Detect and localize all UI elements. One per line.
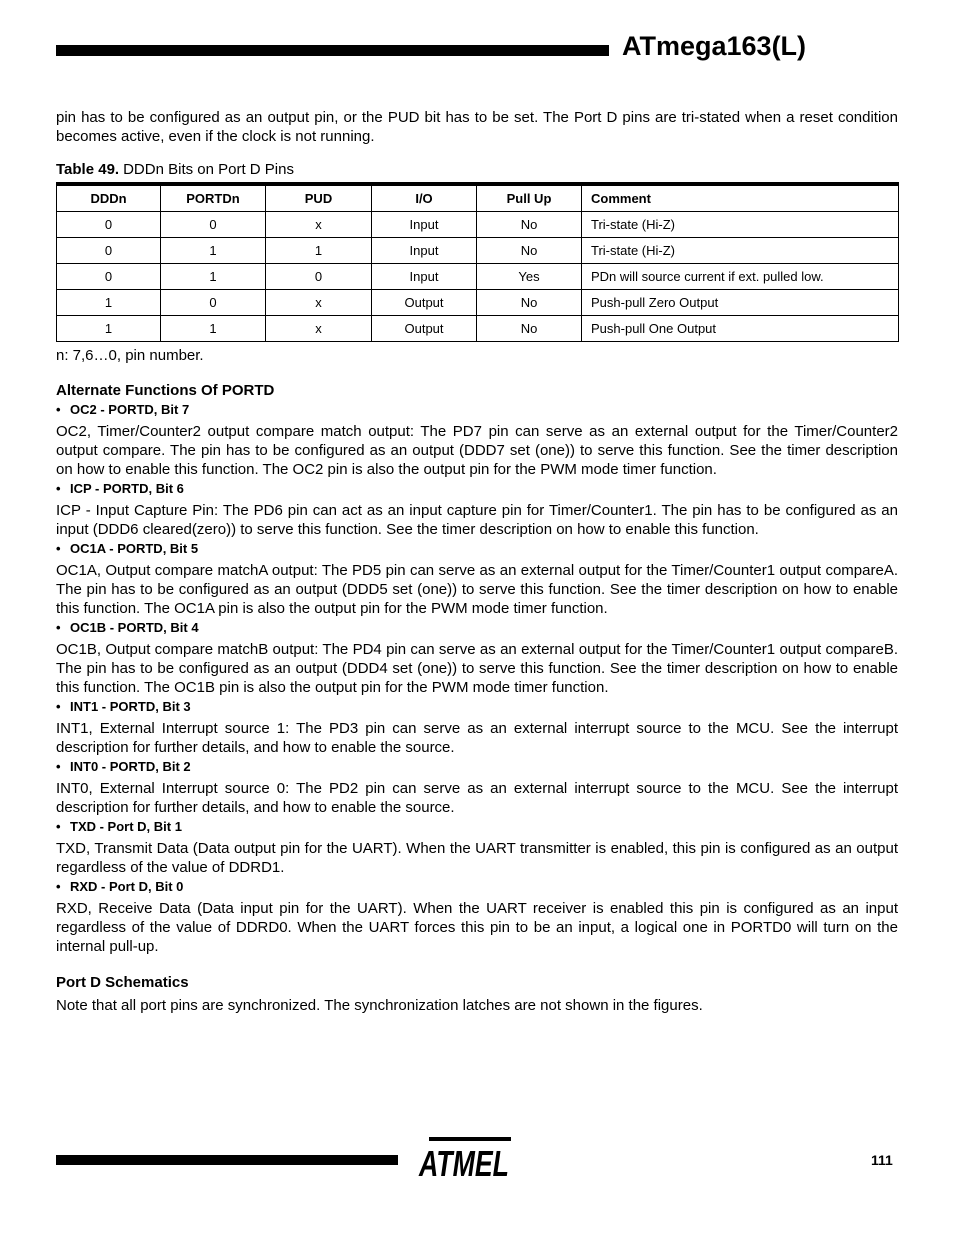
table-caption-text: DDDn Bits on Port D Pins: [123, 161, 294, 178]
bullet-label: OC1A - PORTD, Bit 5: [70, 541, 199, 556]
table-cell: Yes: [477, 264, 582, 290]
bullet-icon: •: [56, 402, 61, 417]
bullet-icon: •: [56, 819, 61, 834]
bullet-icon: •: [56, 541, 61, 556]
table-note: n: 7,6…0, pin number.: [56, 347, 204, 364]
bullet-label: OC1B - PORTD, Bit 4: [70, 620, 199, 635]
bullet-label: TXD - Port D, Bit 1: [70, 819, 182, 834]
header-cell: I/O: [372, 184, 477, 212]
table-cell: 1: [266, 238, 372, 264]
dddn-bits-table: [56, 182, 899, 342]
header-rule: [56, 45, 609, 56]
table-cell: 1: [161, 316, 266, 342]
table-cell: Push-pull Zero Output: [582, 290, 899, 316]
page-content: [56, 108, 898, 1015]
intro-paragraph: pin has to be configured as an output pin, or the PUD bit has to be set. The Port D pins are tri-stated when a reset condition becomes active, even if the clock is not running.: [56, 109, 898, 145]
bullet-icon: •: [56, 759, 61, 774]
table-cell: Tri-state (Hi-Z): [582, 238, 899, 264]
document-title: ATmega163(L): [622, 31, 807, 61]
alternate-functions-heading: Alternate Functions Of PORTD: [56, 382, 275, 399]
bullet-icon: •: [56, 879, 61, 894]
header-cell: Comment: [582, 184, 899, 212]
bullet-heading: [56, 480, 898, 498]
table-cell: Input: [372, 238, 477, 264]
table-cell: No: [477, 290, 582, 316]
table-cell: 0: [57, 212, 161, 238]
bullet-label: ICP - PORTD, Bit 6: [70, 481, 184, 496]
table-cell: Push-pull One Output: [582, 316, 899, 342]
schematics-paragraph: Note that all port pins are synchronized. The synchronization latches are not shown in the figures.: [56, 997, 703, 1014]
function-description: ICP - Input Capture Pin: The PD6 pin can act as an input capture pin for Timer/Counter1. The pin has to be configured as an input (DDD6 cleared(zero)) to serve this function. See the timer description on how to enable this function.: [56, 502, 898, 538]
table-row: [57, 264, 899, 290]
bullet-icon: •: [56, 620, 61, 635]
table-cell: No: [477, 212, 582, 238]
function-description: RXD, Receive Data (Data input pin for the UART). When the UART receiver is enabled this pin is configured as an input regardless of the value of DDRD0. When the UART forces this pin to be an input, a logical one in PORTD0 will turn on the internal pull-up.: [56, 900, 898, 955]
table-cell: 1: [57, 290, 161, 316]
table-cell: Tri-state (Hi-Z): [582, 212, 899, 238]
bullet-heading: [56, 619, 898, 637]
table-cell: No: [477, 238, 582, 264]
table-cell: 1: [161, 264, 266, 290]
bullet-icon: •: [56, 481, 61, 496]
function-description: INT0, External Interrupt source 0: The PD2 pin can serve as an external interrupt source to the MCU. See the interrupt description for further details, and how to enable the source.: [56, 780, 898, 816]
function-description: INT1, External Interrupt source 1: The PD3 pin can serve as an external interrupt source to the MCU. See the interrupt description for further details, and how to enable the source.: [56, 720, 898, 756]
function-description: OC1B, Output compare matchB output: The PD4 pin can serve as an external output for the Timer/Counter1 output compareB. The pin has to be configured as an output (DDD4 set (one)) to serve this function. See the timer description on how to enable this function. The OC1B pin is also the output pin for the PWM mode timer function.: [56, 641, 898, 696]
table-cell: Input: [372, 212, 477, 238]
schematics-heading: Port D Schematics: [56, 974, 189, 991]
page-number: 111: [871, 1152, 893, 1168]
table-caption: [56, 160, 898, 179]
bullet-icon: •: [56, 699, 61, 714]
atmel-logo: [413, 1136, 513, 1182]
function-description: TXD, Transmit Data (Data output pin for the UART). When the UART transmitter is enabled, this pin is configured as an output regardless of the value of DDRD1.: [56, 840, 898, 876]
bullet-label: OC2 - PORTD, Bit 7: [70, 402, 190, 417]
table-row: [57, 238, 899, 264]
table-row: [57, 290, 899, 316]
bullet-label: RXD - Port D, Bit 0: [70, 879, 184, 894]
table-cell: Output: [372, 290, 477, 316]
table-cell: 0: [161, 290, 266, 316]
function-description: OC2, Timer/Counter2 output compare match output: The PD7 pin can serve as an external output for the Timer/Counter2 output compare. The pin has to be configured as an output (DDD7 set (one)) to serve this function. See the timer description on how to enable this function. The OC2 pin is also the output pin for the PWM mode timer function.: [56, 423, 898, 478]
table-row: [57, 212, 899, 238]
header-cell: DDDn: [57, 184, 161, 212]
bullet-heading: [56, 818, 898, 836]
table-cell: 0: [57, 238, 161, 264]
table-cell: No: [477, 316, 582, 342]
table-cell: 1: [161, 238, 266, 264]
table-cell: Input: [372, 264, 477, 290]
header-cell: Pull Up: [477, 184, 582, 212]
table-row: [57, 316, 899, 342]
function-description: OC1A, Output compare matchA output: The PD5 pin can serve as an external output for the Timer/Counter1 output compareA. The pin has to be configured as an output (DDD5 set (one)) to serve this function. See the timer description on how to enable this function. The OC1A pin is also the output pin for the PWM mode timer function.: [56, 562, 898, 617]
table-cell: 0: [161, 212, 266, 238]
bullet-heading: [56, 758, 898, 776]
bullet-heading: [56, 878, 898, 896]
table-cell: 1: [57, 316, 161, 342]
table-cell: x: [266, 212, 372, 238]
header-cell: PUD: [266, 184, 372, 212]
header-cell: PORTDn: [161, 184, 266, 212]
bullet-heading: [56, 698, 898, 716]
bullet-label: INT0 - PORTD, Bit 2: [70, 759, 191, 774]
logo-text: ATMEL: [418, 1143, 509, 1184]
bullet-heading: [56, 540, 898, 558]
table-caption-label: Table 49.: [56, 161, 120, 178]
table-cell: x: [266, 290, 372, 316]
table-cell: x: [266, 316, 372, 342]
bullet-heading: [56, 401, 898, 419]
table-cell: Output: [372, 316, 477, 342]
table-cell: 0: [57, 264, 161, 290]
bullet-label: INT1 - PORTD, Bit 3: [70, 699, 191, 714]
footer-rule: [56, 1155, 398, 1165]
table-header-row: [57, 184, 899, 212]
table-cell: PDn will source current if ext. pulled low.: [582, 264, 899, 290]
table-cell: 0: [266, 264, 372, 290]
